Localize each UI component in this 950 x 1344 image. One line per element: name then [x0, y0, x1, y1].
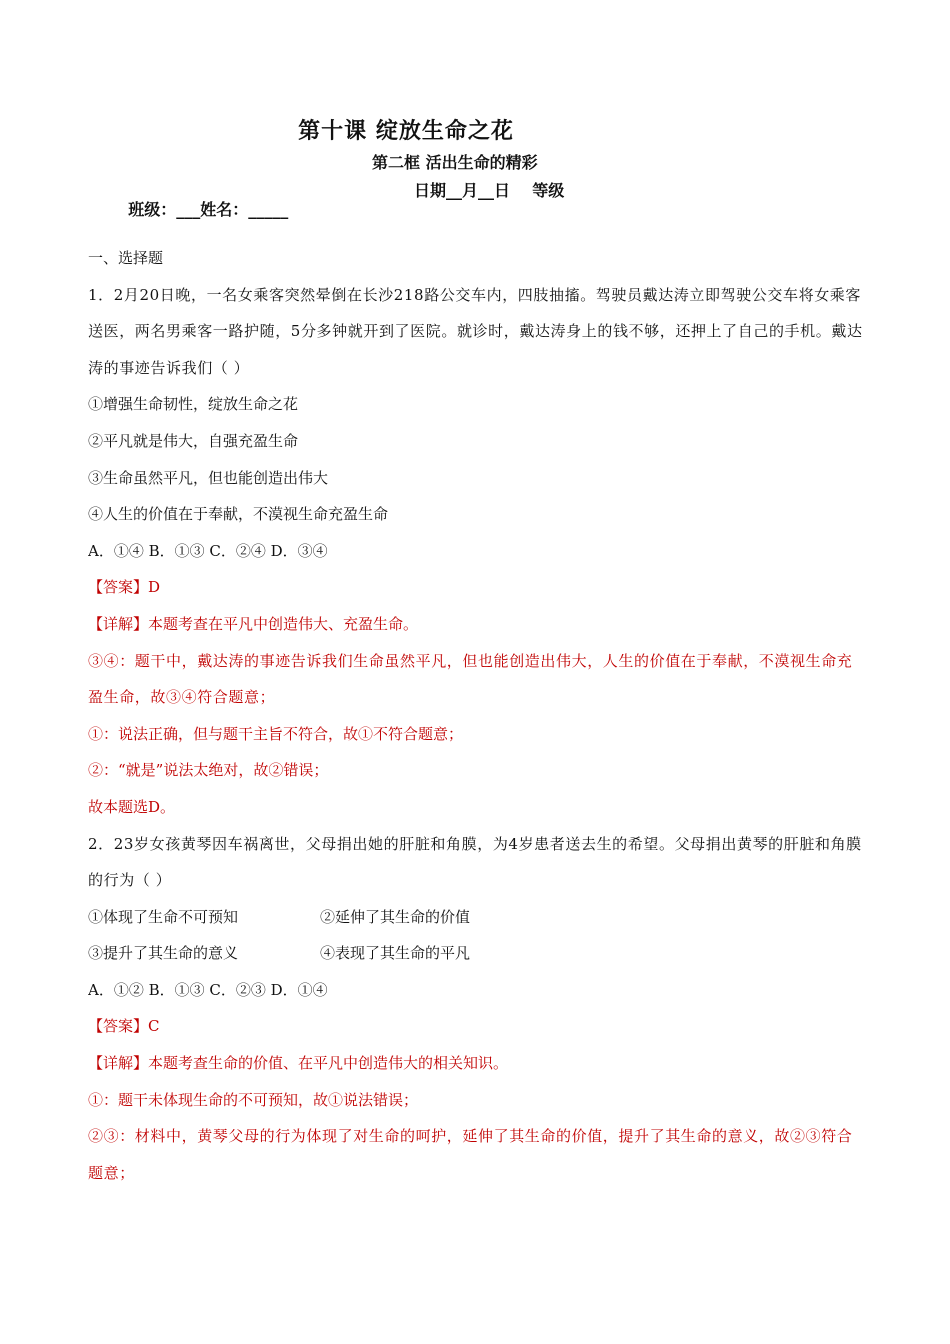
section-heading: 一、选择题: [88, 249, 164, 267]
question-1-option: ④人生的价值在于奉献，不漠视生命充盈生命: [88, 505, 389, 524]
document-body: [88, 240, 866, 1191]
date-grade-field: 日期__月__日 等级: [414, 181, 565, 200]
question-1-option: ①增强生命韧性，绽放生命之花: [88, 395, 299, 414]
lesson-subtitle: 第二框 活出生命的精彩: [372, 153, 538, 172]
question-1-detail: 【详解】本题考查在平凡中创造伟大、充盈生命。: [88, 614, 419, 633]
question-2-option: ①体现了生命不可预知: [88, 907, 239, 926]
question-1-option: ③生命虽然平凡，但也能创造出伟大: [88, 468, 329, 487]
question-2-answer: 【答案】C: [88, 1017, 160, 1036]
question-2-analysis: ②③：材料中，黄琴父母的行为体现了对生命的呵护，延伸了其生命的价值，提升了其生命的意义，故②③符合题意；: [88, 1127, 853, 1182]
question-2-choices: A．①② B．①③ C．②③ D．①④: [88, 980, 328, 999]
question-2-options-row: [88, 899, 866, 936]
question-2-option: ④表现了其生命的平凡: [320, 944, 471, 963]
question-1-analysis: ③④：题干中，戴达涛的事迹告诉我们生命虽然平凡，但也能创造出伟大，人生的价值在于奉献，不漠视生命充盈生命，故③④符合题意；: [88, 651, 853, 707]
question-1-analysis: ②：“就是”说法太绝对，故②错误；: [88, 761, 329, 780]
question-2-stem: 2．23岁女孩黄琴因车祸离世，父母捐出她的肝脏和角膜，为4岁患者送去生的希望。父母捐出黄琴的肝脏和角膜的行为（ ）: [88, 834, 862, 890]
question-1-stem: 1．2月20日晚，一名女乘客突然晕倒在长沙218路公交车内，四肢抽搐。驾驶员戴达涛立即驾驶公交车将女乘客送医，两名男乘客一路护随，5分多钟就开到了医院。就诊时，戴达涛身上的钱不够，还押上了自己的手机。戴达涛的事迹告诉我们（ ）: [88, 285, 863, 377]
question-2-option: ②延伸了其生命的价值: [320, 907, 471, 926]
lesson-title: 第十课 绽放生命之花: [298, 118, 514, 144]
question-1-analysis: ①：说法正确，但与题干主旨不符合，故①不符合题意；: [88, 724, 464, 743]
question-2-detail: 【详解】本题考查生命的价值、在平凡中创造伟大的相关知识。: [88, 1054, 509, 1073]
question-2-analysis: ①：题干未体现生命的不可预知，故①说法错误；: [88, 1090, 419, 1109]
question-2-option: ③提升了其生命的意义: [88, 944, 239, 963]
question-1-answer: 【答案】D: [88, 578, 161, 597]
class-name-field: 班级：___姓名：_____: [128, 200, 289, 219]
question-1-conclusion: 故本题选D。: [88, 797, 176, 816]
question-1-option: ②平凡就是伟大，自强充盈生命: [88, 431, 299, 450]
question-1-choices: A．①④ B．①③ C．②④ D．③④: [88, 541, 328, 560]
question-2-options-row: [88, 935, 866, 972]
